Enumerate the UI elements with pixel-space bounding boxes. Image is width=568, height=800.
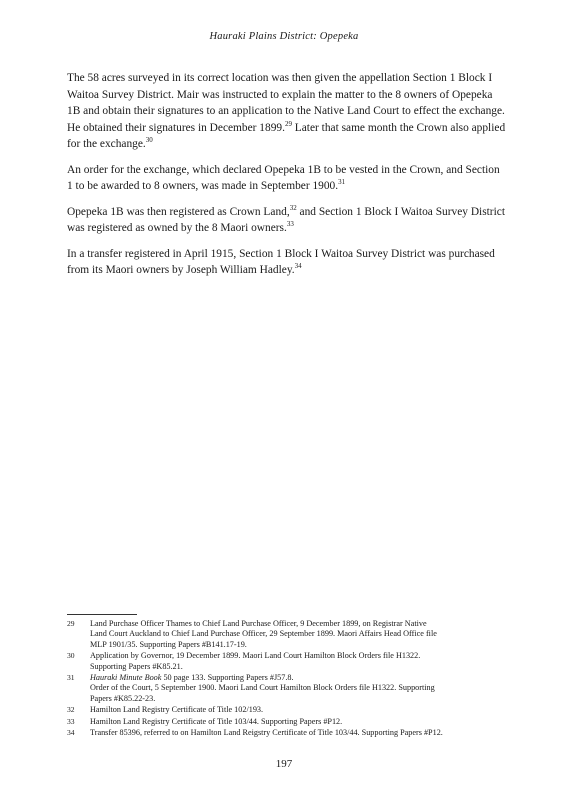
footnote-ref-29[interactable]: 29 bbox=[284, 119, 292, 128]
footnote-text bbox=[90, 705, 497, 715]
paragraph-3-text-cont: and Section 1 Block I Waitoa Survey District was registered as owned by the 8 Maori owners. bbox=[67, 205, 505, 234]
body-text bbox=[67, 70, 507, 288]
footnote-italic-title: Hauraki Minute Book bbox=[90, 673, 162, 683]
footnote-number: 31 bbox=[67, 673, 75, 683]
footnote-number: 33 bbox=[67, 716, 75, 726]
footnote-line: Hamilton Land Registry Certificate of Title 103/44. Supporting Papers #P12. bbox=[90, 716, 343, 726]
footnote-line: Papers #K85.22-23. bbox=[90, 693, 156, 703]
paragraph-1-text: The 58 acres surveyed in its correct location was then given the appellation Section 1 Block I Waitoa Survey District. Mair was instructed to explain the matter to the 8 owners of Opepeka 1B and obtain their signatures to an application to the Native Land Court to effect the exchange. He obtained their signatures in December 1899. bbox=[67, 72, 505, 134]
paragraph-4 bbox=[67, 246, 507, 279]
footnote-line: Order of the Court, 5 September 1900. Maori Land Court Hamilton Block Orders file H1322. Supporting bbox=[90, 683, 435, 693]
footnote-ref-30[interactable]: 30 bbox=[145, 136, 153, 145]
paragraph-3 bbox=[67, 204, 507, 237]
footnote-line: MLP 1901/35. Supporting Papers #B141.17-19. bbox=[90, 639, 247, 649]
footnote-number: 29 bbox=[67, 619, 75, 628]
paragraph-1 bbox=[67, 70, 507, 153]
footnote-text bbox=[90, 673, 497, 704]
footnote-text bbox=[90, 728, 497, 738]
footnote-line: Land Court Auckland to Chief Land Purchase Officer, 29 September 1899. Maori Affairs Head Office file bbox=[90, 629, 437, 639]
footnote-number: 30 bbox=[67, 651, 75, 661]
paragraph-2-text: An order for the exchange, which declared Opepeka 1B to be vested in the Crown, and Section 1 to be awarded to 8 owners, was made in September 1900. bbox=[67, 163, 500, 192]
footnote-29 bbox=[67, 619, 497, 650]
footnote-text bbox=[90, 651, 497, 672]
footnote-30 bbox=[67, 651, 497, 672]
footnote-32 bbox=[67, 705, 497, 715]
footnote-line: Application by Governor, 19 December 1899. Maori Land Court Hamilton Block Orders file H1322. bbox=[90, 651, 421, 661]
footnote-text bbox=[90, 619, 497, 650]
footnotes-section bbox=[67, 614, 497, 739]
footnote-number: 34 bbox=[67, 728, 75, 738]
footnote-line: Hamilton Land Registry Certificate of Title 102/193. bbox=[90, 705, 264, 715]
page-number: 197 bbox=[275, 758, 293, 770]
paragraph-1-text-cont: Later that same month the Crown also applied for the exchange. bbox=[67, 121, 506, 150]
footnote-line-rest: 50 page 133. Supporting Papers #J57.8. bbox=[161, 673, 294, 683]
footnote-33 bbox=[67, 717, 497, 727]
paragraph-4-text: In a transfer registered in April 1915, Section 1 Block I Waitoa Survey District was purchased from its Maori owners by Joseph William Hadley. bbox=[67, 247, 495, 276]
footnote-line: Transfer 85396, referred to on Hamilton Land Reigstry Certificate of Title 103/44. Supporting Papers #P12. bbox=[90, 728, 443, 738]
paragraph-2 bbox=[67, 162, 507, 195]
footnote-line: Land Purchase Officer Thames to Chief Land Purchase Officer, 9 December 1899, on Registrar Native bbox=[90, 619, 427, 628]
footnote-31 bbox=[67, 673, 497, 704]
running-header: Hauraki Plains District: Opepeka bbox=[209, 31, 359, 42]
footnote-34 bbox=[67, 728, 497, 738]
footnote-ref-31[interactable]: 31 bbox=[338, 178, 346, 187]
footnote-number: 32 bbox=[67, 705, 75, 715]
paragraph-3-text: Opepeka 1B was then registered as Crown Land, bbox=[67, 205, 290, 218]
footnote-divider bbox=[67, 614, 137, 615]
footnote-line: Supporting Papers #K85.21. bbox=[90, 661, 183, 671]
footnote-ref-32[interactable]: 32 bbox=[289, 203, 297, 212]
footnote-ref-34[interactable]: 34 bbox=[294, 262, 302, 271]
footnote-line bbox=[90, 673, 497, 683]
footnote-ref-33[interactable]: 33 bbox=[286, 220, 294, 229]
footnote-text bbox=[90, 717, 497, 727]
